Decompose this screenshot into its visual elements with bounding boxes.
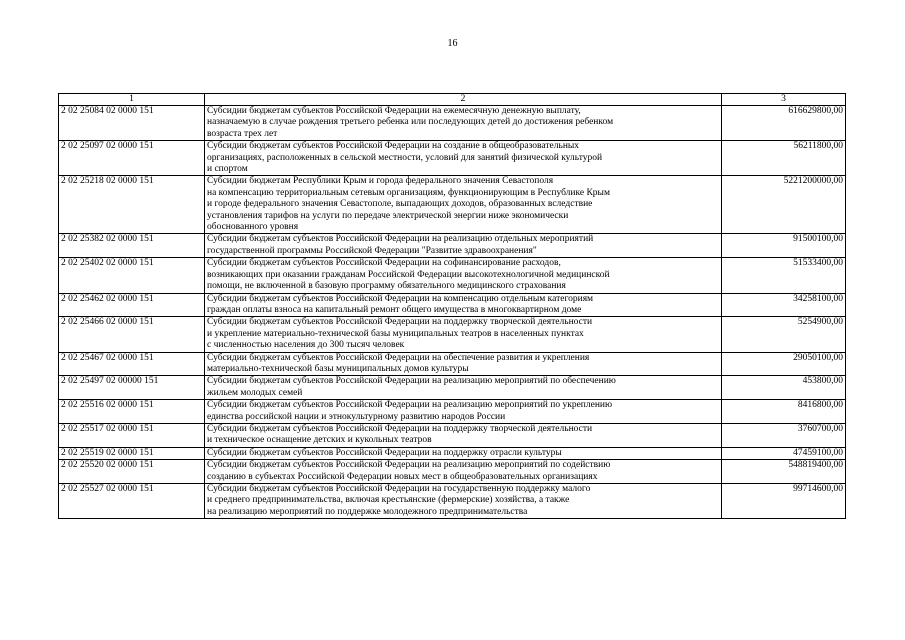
description-line: граждан оплаты взноса на капитальный ремонт общего имущества в многоквартирном доме [207, 304, 582, 315]
description-line: Субсидии бюджетам субъектов Российской Федерации на софинансирование расходов, [207, 258, 561, 269]
description-line: и укрепление материально-технической базы муниципальных театров в населенных пунктах [207, 328, 584, 339]
amount-cell: 91500100,00 [722, 234, 846, 258]
amount-cell: 5254900,00 [722, 317, 846, 352]
table-row [59, 484, 846, 519]
description-line: обоснованного уровня [207, 222, 299, 233]
budget-code-cell: 2 02 25402 02 0000 151 [59, 258, 205, 293]
table-header-row [59, 94, 846, 106]
column-header-code: 1 [59, 94, 205, 106]
amount-cell: 56211800,00 [722, 141, 846, 176]
budget-code-cell: 2 02 25462 02 0000 151 [59, 293, 205, 317]
budget-code-cell: 2 02 25519 02 0000 151 [59, 447, 205, 459]
description-line: Субсидии бюджетам субъектов Российской Федерации на компенсацию отдельным категориям [207, 293, 594, 304]
amount-cell: 47459100,00 [722, 447, 846, 459]
amount-cell: 8416800,00 [722, 400, 846, 424]
budget-table [58, 93, 846, 519]
description-line: единства российской нации и этнокультурному развитию народов России [207, 411, 506, 422]
table-row [59, 376, 846, 400]
table-row [59, 317, 846, 352]
description-line: Субсидии бюджетам субъектов Российской Федерации на реализацию мероприятий по обеспечению [207, 376, 616, 387]
description-line: Субсидии бюджетам субъектов Российской Федерации на поддержку отрасли культуры [207, 447, 562, 458]
description-cell [205, 106, 722, 141]
description-cell [205, 423, 722, 447]
amount-cell: 51533400,00 [722, 258, 846, 293]
description-line: Субсидии бюджетам субъектов Российской Федерации на реализацию отдельных мероприятий [207, 234, 594, 245]
table-row [59, 400, 846, 424]
description-line: возраста трех лет [207, 128, 278, 139]
description-line: Субсидии бюджетам субъектов Российской Федерации на реализацию мероприятий по содействию [207, 460, 611, 471]
description-line: Субсидии бюджетам субъектов Российской Федерации на государственную поддержку малого [207, 484, 591, 494]
table-row [59, 234, 846, 258]
table-row [59, 293, 846, 317]
column-header-description: 2 [205, 94, 722, 106]
budget-code-cell: 2 02 25218 02 0000 151 [59, 176, 205, 234]
table-row [59, 447, 846, 459]
amount-cell: 29050100,00 [722, 352, 846, 376]
budget-code-cell: 2 02 25466 02 0000 151 [59, 317, 205, 352]
description-cell [205, 352, 722, 376]
description-line: установления тарифов на услуги по передаче электрической энергии ниже экономически [207, 210, 569, 221]
description-cell [205, 484, 722, 519]
description-line: Субсидии бюджетам субъектов Российской Федерации на реализацию мероприятий по укреплению [207, 400, 613, 411]
table-body [59, 106, 846, 519]
description-line: и техническое оснащение детских и кукольных театров [207, 435, 432, 446]
budget-code-cell: 2 02 25516 02 0000 151 [59, 400, 205, 424]
table-row [59, 141, 846, 176]
description-line: на реализацию мероприятий по поддержке молодежного предпринимательства [207, 506, 528, 517]
description-cell [205, 258, 722, 293]
table-row [59, 176, 846, 234]
description-line: и спортом [207, 164, 248, 175]
description-line: с численностью населения до 300 тысяч человек [207, 340, 405, 351]
description-cell [205, 317, 722, 352]
description-line: помощи, не включенной в базовую программу обязательного медицинского страхования [207, 281, 566, 292]
description-line: Субсидии бюджетам субъектов Российской Федерации на поддержку творческой деятельности [207, 317, 593, 328]
description-cell [205, 141, 722, 176]
description-line: возникающих при оказании гражданам Российской Федерации высокотехнологичной медицинской [207, 269, 610, 280]
description-cell [205, 293, 722, 317]
description-line: Субсидии бюджетам субъектов Российской Федерации на создание в общеобразовательных [207, 141, 580, 152]
description-line: назначаемую в случае рождения третьего ребенка или последующих детей до достижения ребенком [207, 117, 614, 128]
description-line: государственной программы Российской Федерации "Развитие здравоохранения" [207, 245, 537, 256]
budget-code-cell: 2 02 25497 02 00000 151 [59, 376, 205, 400]
budget-code-cell: 2 02 25084 02 0000 151 [59, 106, 205, 141]
description-line: и городе федерального значения Севастополе, выпадающих доходов, образованных вследствие [207, 199, 593, 210]
table-row [59, 106, 846, 141]
table-row [59, 352, 846, 376]
description-line: Субсидии бюджетам субъектов Российской Федерации на обеспечение развития и укрепления [207, 352, 590, 363]
budget-code-cell: 2 02 25097 02 0000 151 [59, 141, 205, 176]
amount-cell: 548819400,00 [722, 460, 846, 484]
budget-code-cell: 2 02 25382 02 0000 151 [59, 234, 205, 258]
description-cell [205, 400, 722, 424]
description-cell [205, 376, 722, 400]
column-header-amount: 3 [722, 94, 846, 106]
description-cell [205, 176, 722, 234]
page-number: 16 [447, 38, 458, 49]
budget-code-cell: 2 02 25527 02 0000 151 [59, 484, 205, 519]
amount-cell: 34258100,00 [722, 293, 846, 317]
amount-cell: 453800,00 [722, 376, 846, 400]
description-line: Субсидии бюджетам субъектов Российской Федерации на поддержку творческой деятельности [207, 423, 593, 434]
amount-cell: 5221200000,00 [722, 176, 846, 234]
description-line: созданию в субъектах Российской Федерации новых мест в общеобразовательных организациях [207, 471, 598, 482]
description-line: и среднего предпринимательства, включая крестьянские (фермерские) хозяйства, а также [207, 495, 570, 506]
amount-cell: 3760700,00 [722, 423, 846, 447]
description-line: Субсидии бюджетам Республики Крым и города федерального значения Севастополя [207, 176, 554, 187]
description-line: организациях, расположенных в сельской местности, условий для занятий физической культурой [207, 152, 603, 163]
description-cell [205, 460, 722, 484]
description-cell [205, 234, 722, 258]
budget-code-cell: 2 02 25520 02 0000 151 [59, 460, 205, 484]
table-row [59, 423, 846, 447]
amount-cell: 99714600,00 [722, 484, 846, 519]
table-row [59, 258, 846, 293]
budget-code-cell: 2 02 25517 02 0000 151 [59, 423, 205, 447]
description-line: Субсидии бюджетам субъектов Российской Федерации на ежемесячную денежную выплату, [207, 106, 581, 116]
description-cell [205, 447, 722, 459]
description-line: материально-технической базы муниципальных домов культуры [207, 363, 469, 374]
amount-cell: 616629800,00 [722, 106, 846, 141]
table-row [59, 460, 846, 484]
description-line: на компенсацию территориальным сетевым организациям, функционирующим в Республике Крым [207, 187, 610, 198]
budget-code-cell: 2 02 25467 02 0000 151 [59, 352, 205, 376]
description-line: жильем молодых семей [207, 387, 303, 398]
